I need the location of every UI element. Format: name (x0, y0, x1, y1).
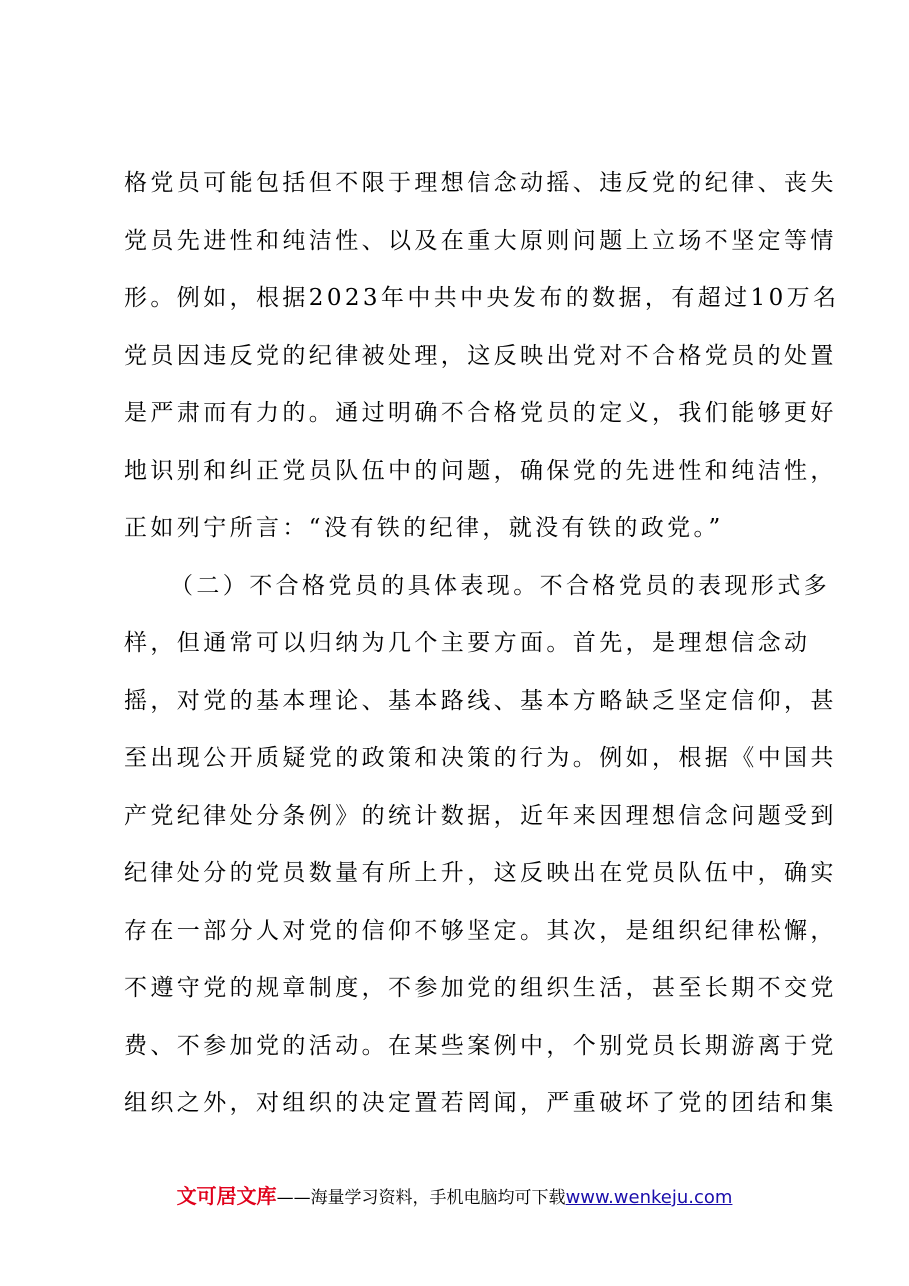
text-line: 摇，对党的基本理论、基本路线、基本方略缺乏坚定信仰，甚 (124, 687, 837, 714)
text-line: 纪律处分的党员数量有所上升，这反映出在党员队伍中，确实 (124, 860, 837, 886)
footer-tagline: ——海量学习资料，手机电脑均可下载 (276, 1188, 566, 1208)
text-line: 党员因违反党的纪律被处理，这反映出党对不合格党员的处置 (124, 342, 837, 369)
footer-watermark (0, 1180, 909, 1209)
text-line: 形。例如，根据2023年中共中央发布的数据，有超过10万名 (124, 285, 840, 311)
footer-brand: 文可居文库 (176, 1184, 277, 1208)
text-line: 是严肃而有力的。通过明确不合格党员的定义，我们能够更好 (124, 400, 837, 426)
text-line: 地识别和纠正党员队伍中的问题，确保党的先进性和纯洁性， (124, 457, 837, 484)
text-line: 不遵守党的规章制度，不参加党的组织生活，甚至长期不交党 (124, 975, 837, 1001)
document-body (124, 155, 840, 1133)
text-line: 至出现公开质疑党的政策和决策的行为。例如，根据《中国共 (124, 745, 837, 771)
text-line: 样，但通常可以归纳为几个主要方面。首先，是理想信念动 (124, 630, 811, 656)
text-line: 格党员可能包括但不限于理想信念动摇、违反党的纪律、丧失 (124, 170, 837, 196)
text-line: 费、不参加党的活动。在某些案例中，个别党员长期游离于党 (124, 1032, 837, 1059)
text-line: 组织之外，对组织的决定置若罔闻，严重破坏了党的团结和集 (124, 1090, 837, 1116)
text-line: 正如列宁所言：“没有铁的纪律，就没有铁的政党。” (124, 515, 724, 541)
text-line: 存在一部分人对党的信仰不够坚定。其次，是组织纪律松懈， (124, 917, 837, 944)
text-line: 产党纪律处分条例》的统计数据，近年来因理想信念问题受到 (124, 802, 837, 829)
text-line: 党员先进性和纯洁性、以及在重大原则问题上立场不坚定等情 (124, 227, 837, 254)
section-heading-line: （二）不合格党员的具体表现。不合格党员的表现形式多 (170, 572, 830, 599)
footer-link[interactable]: www.wenkeju.com (565, 1187, 733, 1208)
